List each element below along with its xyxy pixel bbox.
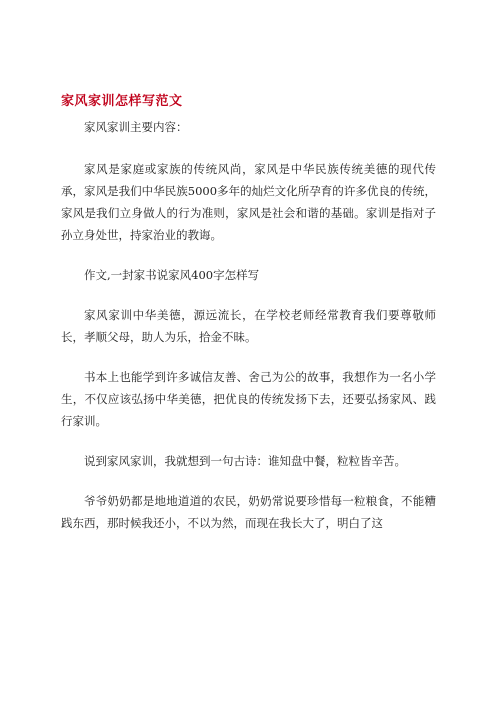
document-title: 家风家训怎样写范文 [61, 94, 183, 109]
paragraph-grandparents: 爷爷奶奶都是地地道道的农民，奶奶常说要珍惜每一粒粮食，不能糟践东西，那时候我还小，不以为然，而现在我长大了，明白了这 [61, 494, 436, 530]
paragraph-books: 书本上也能学到许多诚信友善、舍己为公的故事，我想作为一名小学生，不仅应该弘扬中华美德，把优良的传统发扬下去，还要弘扬家风、践行家训。 [61, 370, 436, 428]
document-page [61, 93, 436, 552]
paragraph-virtues: 家风家训中华美德，源远流长，在学校老师经常教育我们要尊敬师长，孝顺父母，助人为乐，拾金不昧。 [61, 308, 436, 344]
paragraph-family-tradition: 家风是家庭或家族的传统风尚，家风是中华民族传统美德的现代传承，家风是我们中华民族5000多年的灿烂文化所孕育的许多优良的传统，家风是我们立身做人的行为准则，家风是社会和谐的基础。家训是指对子孙立身处世，持家治业的教诲。 [61, 162, 436, 242]
paragraph-intro: 家风家训主要内容： [84, 120, 188, 134]
paragraph-essay-heading: 作文,一封家书说家风400字怎样写 [84, 268, 260, 282]
paragraph-poem: 说到家风家训，我就想到一句古诗：谁知盘中餐，粒粒皆辛苦。 [84, 454, 406, 468]
